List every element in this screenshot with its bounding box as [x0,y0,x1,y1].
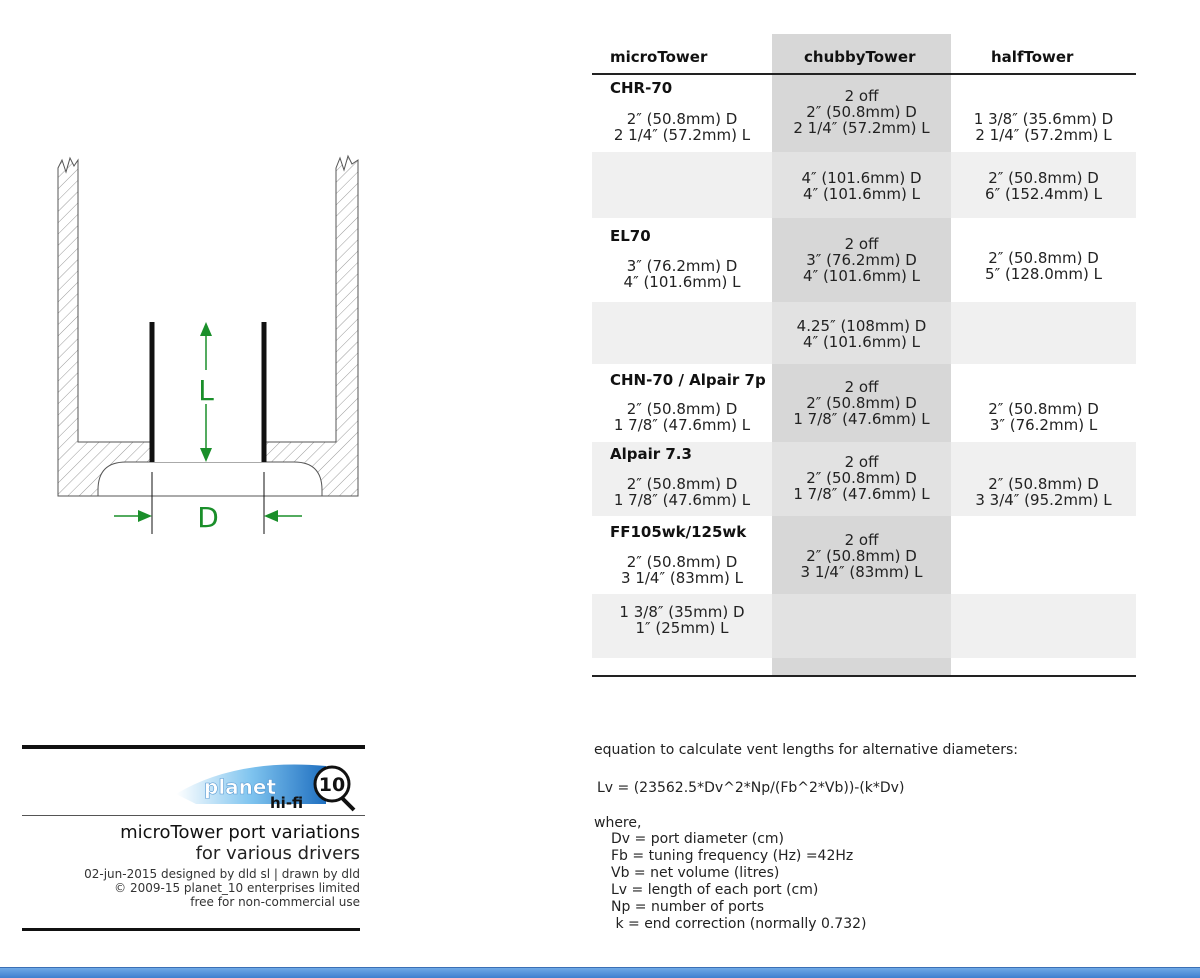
driver-el70: EL70 [610,227,651,245]
header-halftower: halfTower [991,48,1074,66]
equation-intro: equation to calculate vent lengths for alternative diameters: [594,742,1018,758]
driver-ff105wk-125wk: FF105wk/125wk [610,523,747,541]
equation-where: where, [594,815,642,831]
driver-alpair73: Alpair 7.3 [610,445,692,463]
cell-chubby: 4″ (101.6mm) D 4″ (101.6mm) L [801,169,922,203]
left-wall [58,158,152,496]
top-thick-rule [22,745,365,749]
cell-micro: 3″ (76.2mm) D 4″ (101.6mm) L [623,257,741,291]
cell-half: 1 3/8″ (35.6mm) D 2 1/4″ (57.2mm) L [973,110,1114,144]
definition-fb: Fb = tuning frequency (Hz) =42Hz [611,848,854,864]
header-chubbytower: chubbyTower [804,48,916,66]
drawing-title: microTower port variations [120,822,360,843]
driver-chr70: CHR-70 [610,79,673,97]
cell-micro: 2″ (50.8mm) D 1 7/8″ (47.6mm) L [613,475,751,509]
cell-micro: 2″ (50.8mm) D 1 7/8″ (47.6mm) L [613,400,751,434]
definition-np: Np = number of ports [611,899,765,915]
bottom-bar [0,967,1200,978]
cell-chubby: 2 off 3″ (76.2mm) D 4″ (101.6mm) L [803,235,920,285]
cell-micro: 2″ (50.8mm) D 2 1/4″ (57.2mm) L [613,110,751,144]
cell-half: 2″ (50.8mm) D 3 3/4″ (95.2mm) L [975,475,1112,509]
definition-k: k = end correction (normally 0.732) [611,916,867,932]
definition-lv: Lv = length of each port (cm) [611,882,819,898]
cell-chubby: 2 off 2″ (50.8mm) D 2 1/4″ (57.2mm) L [793,87,930,137]
diameter-label: D [197,501,219,534]
port-diagram [40,150,380,550]
definition-dv: Dv = port diameter (cm) [611,831,785,847]
cell-micro: 1 3/8″ (35mm) D 1″ (25mm) L [619,603,745,637]
drawing-credit: 02-jun-2015 designed by dld sl | drawn by dld [84,867,360,881]
cell-micro: 2″ (50.8mm) D 3 1/4″ (83mm) L [621,553,743,587]
cell-half: 2″ (50.8mm) D 3″ (76.2mm) L [988,400,1099,434]
drawing-subtitle: for various drivers [195,843,360,864]
port-table [592,34,1136,694]
baffle-cutout [98,462,322,496]
logo-hifi-text: hi-fi [270,794,304,812]
logo-planet-text: planet [204,775,277,799]
cell-chubby: 2 off 2″ (50.8mm) D 1 7/8″ (47.6mm) L [793,378,930,428]
cell-chubby: 2 off 2″ (50.8mm) D 3 1/4″ (83mm) L [800,531,923,581]
drawing-license: free for non-commercial use [190,895,360,909]
definition-vb: Vb = net volume (litres) [611,865,780,881]
logo-thin-rule [22,815,365,816]
logo-ten-text: 10 [318,774,346,796]
driver-chn70-alpair7p: CHN-70 / Alpair 7p [610,371,766,389]
cell-half: 2″ (50.8mm) D 6″ (152.4mm) L [985,169,1102,203]
planet10-logo [176,756,366,812]
header-microtower: microTower [610,48,708,66]
header-rule [592,73,1136,75]
length-label: L [198,374,214,407]
cell-half: 2″ (50.8mm) D 5″ (128.0mm) L [985,249,1102,283]
bottom-thick-rule [22,928,360,931]
right-wall [264,156,358,496]
table-bottom-rule [592,675,1136,677]
drawing-copyright: © 2009-15 planet_10 enterprises limited [114,881,360,895]
equation-formula: Lv = (23562.5*Dv^2*Np/(Fb^2*Vb))-(k*Dv) [597,780,905,796]
cell-chubby: 4.25″ (108mm) D 4″ (101.6mm) L [796,317,927,351]
cell-chubby: 2 off 2″ (50.8mm) D 1 7/8″ (47.6mm) L [793,453,930,503]
